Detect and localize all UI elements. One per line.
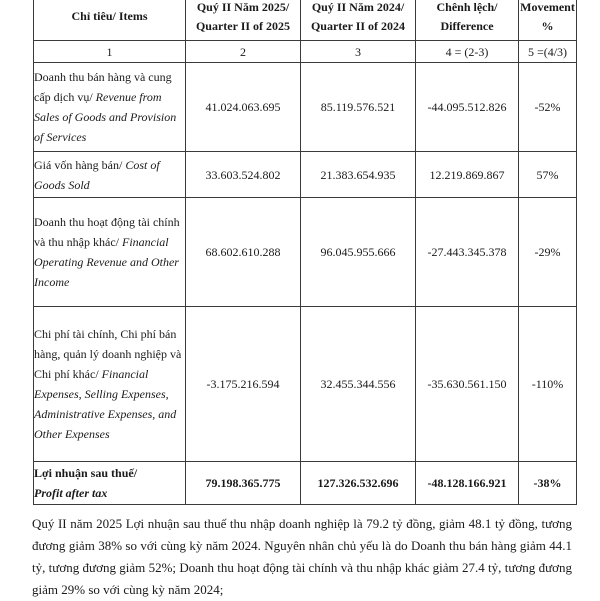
total-q2-2024: 127.326.532.696	[301, 462, 416, 505]
financial-comparison-table	[33, 0, 577, 505]
header-items	[34, 0, 186, 41]
header-q2-2024-vn: Quý II Năm 2024/	[311, 0, 405, 14]
value-movement: 57%	[519, 152, 577, 198]
header-q2-2025	[186, 0, 301, 41]
item-description	[34, 307, 186, 462]
item-vn: Doanh thu bán hàng và cung cấp dịch vụ/	[34, 70, 172, 104]
item-vn: Giá vốn hàng bán/	[34, 157, 126, 172]
value-difference: -27.443.345.378	[416, 198, 519, 307]
item-description	[34, 198, 186, 307]
header-difference-en: Difference	[440, 18, 494, 33]
total-description	[34, 462, 186, 505]
value-difference: -35.630.561.150	[416, 307, 519, 462]
table-row	[34, 307, 577, 462]
table-row	[34, 152, 577, 198]
header-q2-2024	[301, 0, 416, 41]
value-q2-2024: 21.383.654.935	[301, 152, 416, 198]
item-en: Financial Expenses, Selling Expenses, Administrative Expenses, and Other Expenses	[34, 367, 177, 441]
table-row	[34, 198, 577, 307]
item-en: Financial Operating Revenue and Other Income	[34, 235, 179, 289]
total-movement: -38%	[519, 462, 577, 505]
value-q2-2024: 96.045.955.666	[301, 198, 416, 307]
header-movement-label: Movement	[520, 0, 575, 14]
item-en: Revenue from Sales of Goods and Provision of Services	[34, 90, 177, 144]
value-difference: 12.219.869.867	[416, 152, 519, 198]
value-q2-2024: 85.119.576.521	[301, 63, 416, 152]
total-vn: Lợi nhuận sau thuế/	[34, 466, 138, 480]
total-q2-2025: 79.198.365.775	[186, 462, 301, 505]
total-row	[34, 462, 577, 505]
value-q2-2025: 33.603.524.802	[186, 152, 301, 198]
item-en: Cost of Goods Sold	[34, 157, 160, 192]
header-q2-2025-en: Quarter II of 2025	[195, 18, 291, 33]
total-en: Profit after tax	[34, 486, 108, 500]
value-q2-2025: 41.024.063.695	[186, 63, 301, 152]
header-q2-2025-vn: Quý II Năm 2025/	[196, 0, 290, 14]
total-difference: -48.128.166.921	[416, 462, 519, 505]
index-cell: 1	[34, 41, 186, 63]
header-q2-2024-en: Quarter II of 2024	[310, 18, 406, 33]
header-movement	[519, 0, 577, 41]
value-q2-2025: -3.175.216.594	[186, 307, 301, 462]
value-difference: -44.095.512.826	[416, 63, 519, 152]
value-movement: -110%	[519, 307, 577, 462]
header-row	[34, 0, 577, 41]
index-cell: 3	[301, 41, 416, 63]
value-movement: -52%	[519, 63, 577, 152]
summary-paragraph: Quý II năm 2025 Lợi nhuận sau thuế thu nhập doanh nghiệp là 79.2 tỷ đồng, giảm 48.1 tỷ đồng, tương đương giảm 38% so với cùng kỳ năm 2024. Nguyên nhân chủ yếu là do Doanh thu bán hàng giảm 44.1 tỷ, tương đương giảm 52%; Doanh thu hoạt động tài chính và thu nhập khác giảm 27.4 tỷ, tương đương giảm 29% so với cùng kỳ năm 2024;	[32, 516, 572, 597]
header-items-label: Chỉ tiêu/ Items	[71, 9, 148, 23]
index-cell: 4 = (2-3)	[416, 41, 519, 63]
header-difference	[416, 0, 519, 41]
header-movement-unit: %	[541, 18, 554, 33]
header-difference-vn: Chênh lệch/	[436, 0, 498, 14]
index-cell: 2	[186, 41, 301, 63]
value-q2-2025: 68.602.610.288	[186, 198, 301, 307]
value-movement: -29%	[519, 198, 577, 307]
item-description	[34, 63, 186, 152]
index-cell: 5 =(4/3)	[519, 41, 577, 63]
item-description	[34, 152, 186, 198]
column-index-row	[34, 41, 577, 63]
item-vn: Chi phí tài chính, Chi phí bán hàng, quản lý doanh nghiệp và Chi phí khác/	[34, 327, 182, 381]
item-vn: Doanh thu hoạt động tài chính và thu nhập khác/	[34, 215, 180, 249]
value-q2-2024: 32.455.344.556	[301, 307, 416, 462]
table-row	[34, 63, 577, 152]
